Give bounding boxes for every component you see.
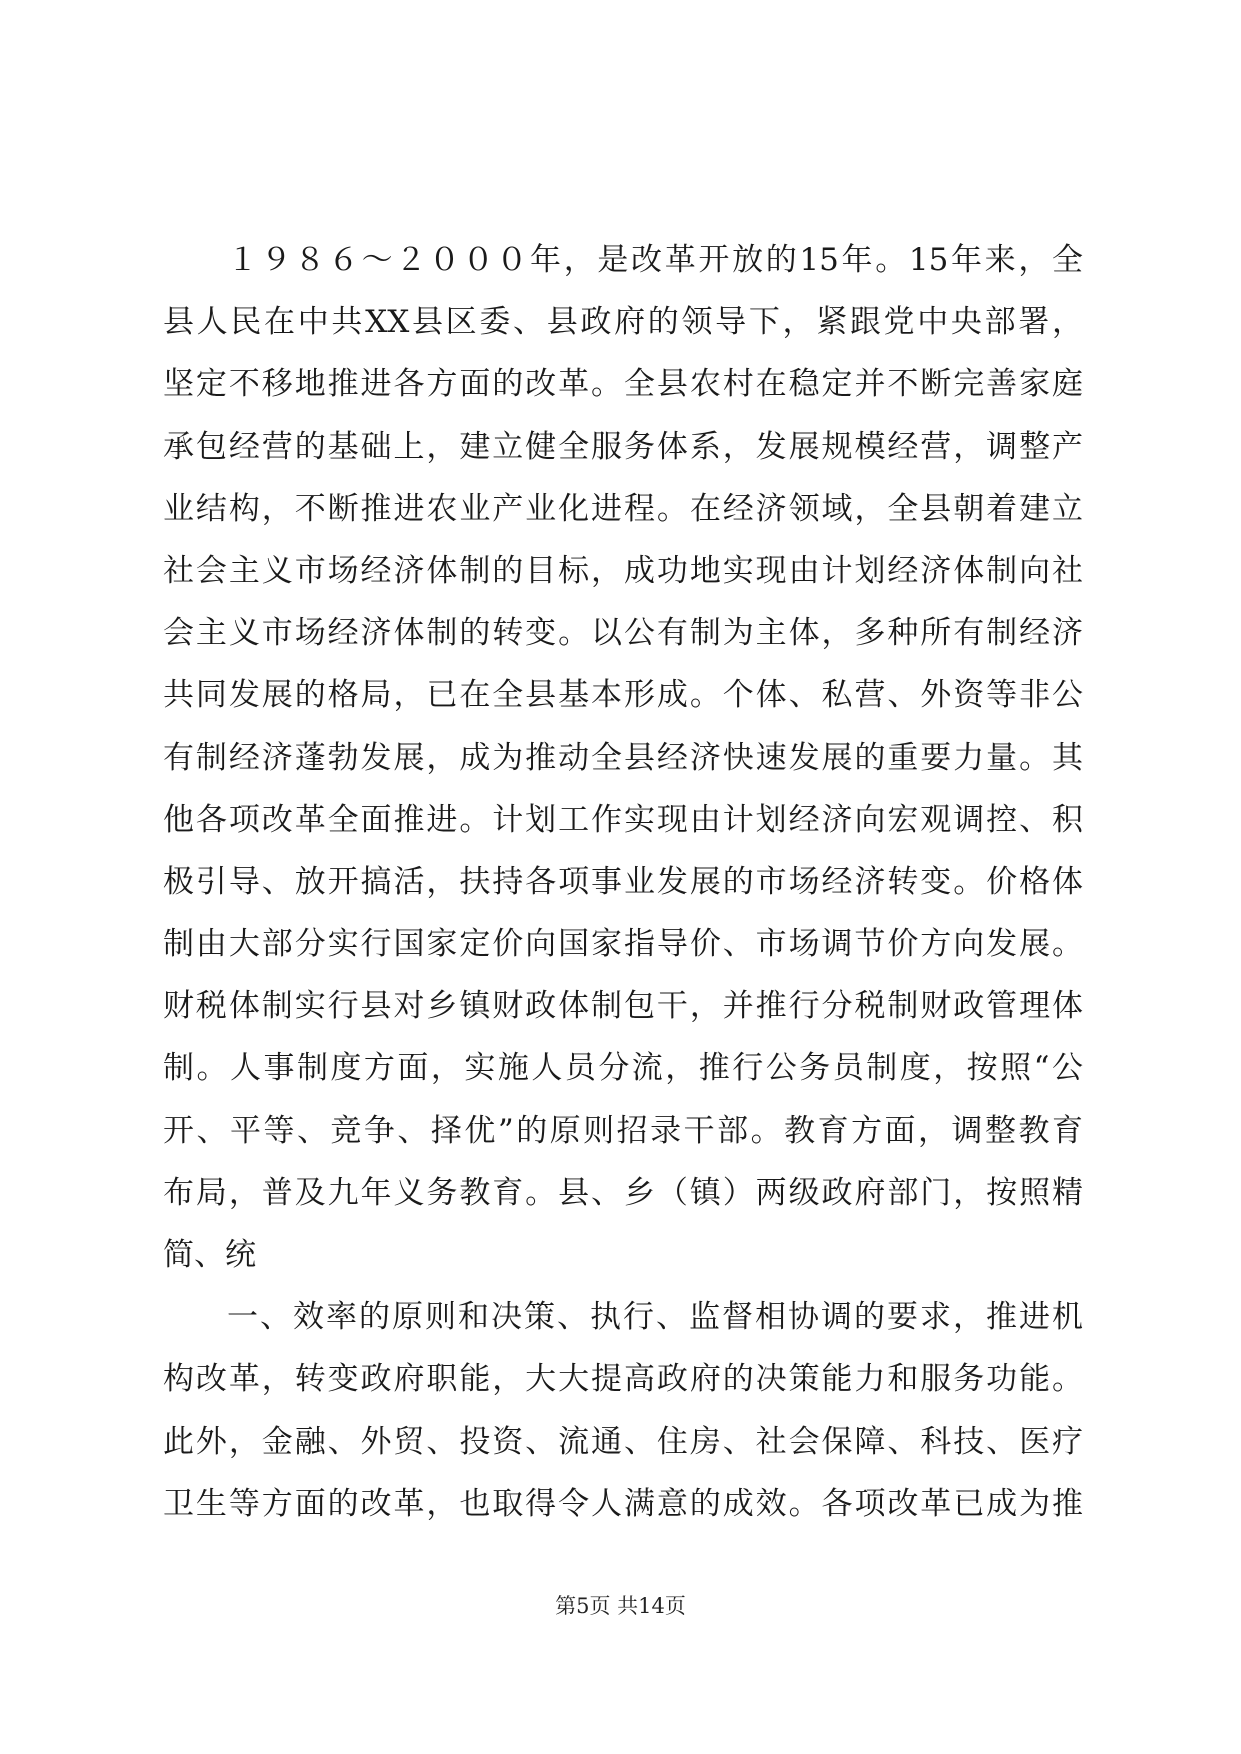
paragraph-line: 一、效率的原则和决策、执行、监督相协调的要求，推进机 — [227, 1299, 1083, 1336]
paragraph-line: 他各项改革全面推进。计划工作实现由计划经济向宏观调控、积 — [163, 801, 1083, 838]
paragraph-line: 有制经济蓬勃发展，成为推动全县经济快速发展的重要力量。其 — [163, 739, 1083, 776]
paragraph-line: 简、统 — [163, 1237, 256, 1273]
paragraph-line: 制由大部分实行国家定价向国家指导价、市场调节价方向发展。 — [163, 926, 1083, 963]
paragraph-line: １９８６～２０００年，是改革开放的15年。15年来，全 — [227, 242, 1083, 278]
paragraph-line: 承包经营的基础上，建立健全服务体系，发展规模经营，调整产 — [163, 428, 1083, 465]
paragraph-line: 构改革，转变政府职能，大大提高政府的决策能力和服务功能。 — [163, 1361, 1083, 1398]
paragraph-line: 共同发展的格局，已在全县基本形成。个体、私营、外资等非公 — [163, 677, 1083, 714]
paragraph-line: 财税体制实行县对乡镇财政体制包干，并推行分税制财政管理体 — [163, 988, 1083, 1025]
page-number-footer: 第5页 共14页 — [555, 1594, 686, 1618]
paragraph-line: 布局，普及九年义务教育。县、乡（镇）两级政府部门，按照精 — [163, 1174, 1083, 1211]
paragraph-line: 坚定不移地推进各方面的改革。全县农村在稳定并不断完善家庭 — [163, 366, 1083, 403]
document-body — [163, 229, 1083, 1535]
paragraph-line: 社会主义市场经济体制的目标，成功地实现由计划经济体制向社 — [163, 552, 1083, 589]
paragraph-line: 业结构，不断推进农业产业化进程。在经济领域，全县朝着建立 — [163, 490, 1083, 527]
paragraph-line: 卫生等方面的改革，也取得令人满意的成效。各项改革已成为推 — [163, 1485, 1083, 1522]
paragraph-line: 此外，金融、外贸、投资、流通、住房、社会保障、科技、医疗 — [163, 1423, 1083, 1460]
paragraph-line: 极引导、放开搞活，扶持各项事业发展的市场经济转变。价格体 — [163, 863, 1083, 900]
paragraph-line: 会主义市场经济体制的转变。以公有制为主体，多种所有制经济 — [163, 615, 1083, 652]
paragraph-line: 制。人事制度方面，实施人员分流，推行公务员制度，按照“公 — [163, 1050, 1083, 1087]
paragraph-line: 县人民在中共XX县区委、县政府的领导下，紧跟党中央部署， — [163, 304, 1083, 341]
paragraph-line: 开、平等、竞争、择优”的原则招录干部。教育方面，调整教育 — [163, 1112, 1083, 1149]
